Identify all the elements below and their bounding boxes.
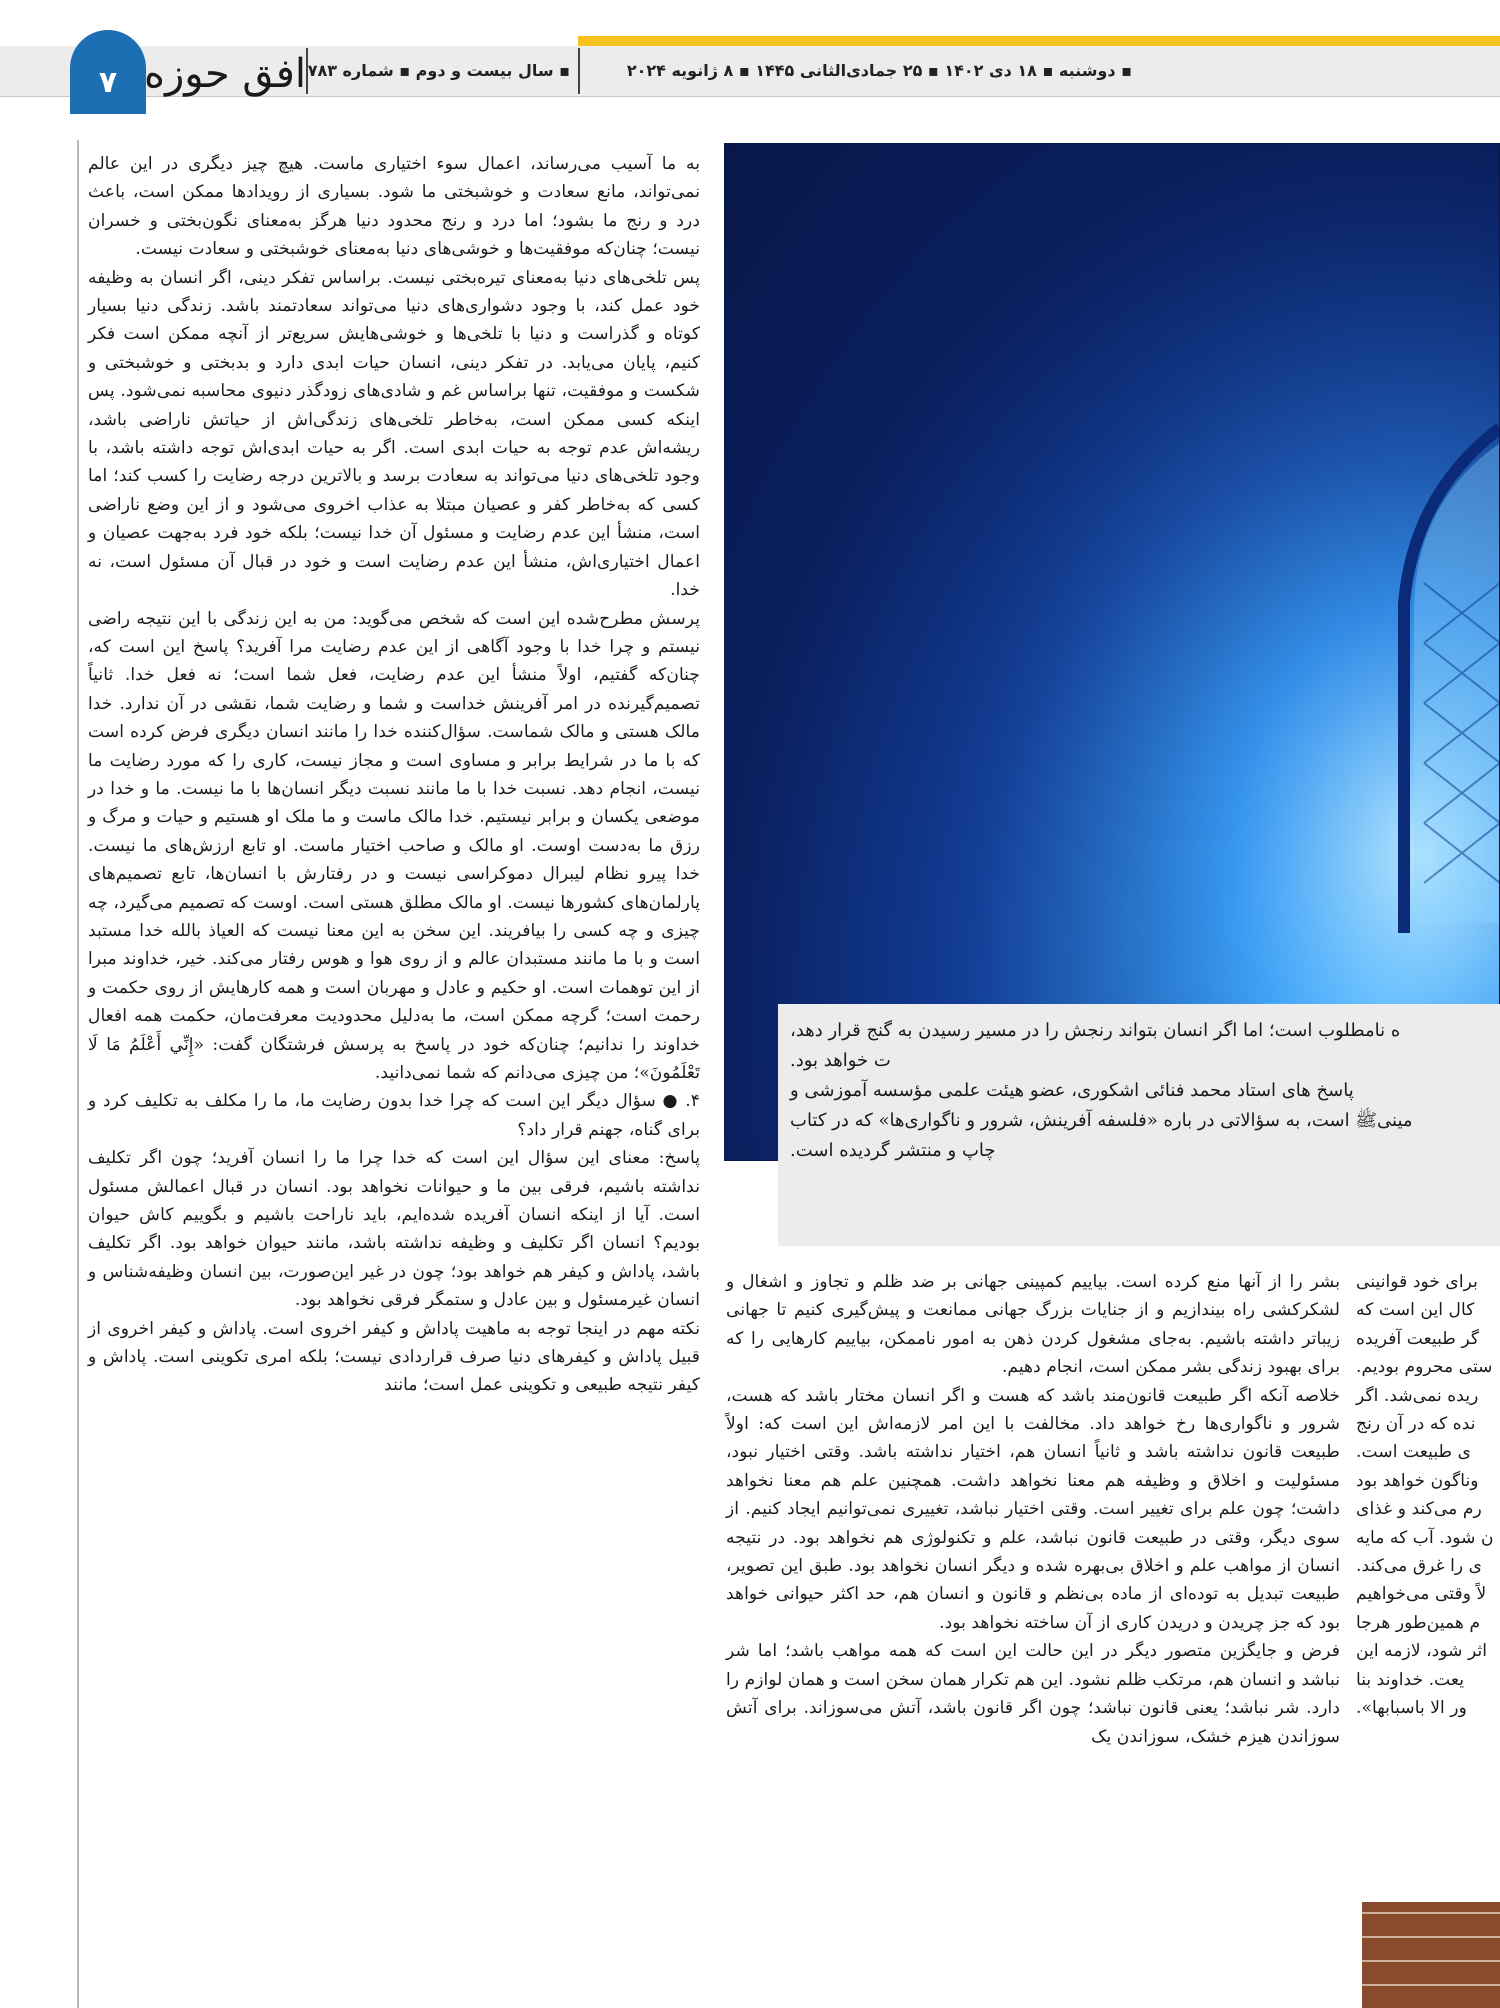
header-separator (578, 48, 580, 94)
page-number: ۷ (98, 65, 118, 100)
issue-info: ▪ سال بیست و دوم ▪ شماره ۷۸۳ (307, 61, 570, 80)
text-line: وناگون خواهد بود (1356, 1470, 1479, 1491)
text-line: ی طبیعت است. (1356, 1442, 1472, 1463)
text-line: اثر شود، لازمه این (1356, 1641, 1488, 1662)
text-line: ریده نمی‌شد. اگر (1356, 1385, 1479, 1406)
text-line: ی را غرق می‌کند. (1356, 1556, 1483, 1577)
paragraph: فرض و جایگزین متصور دیگر در این حالت این است که همه مواهب باشد؛ اما شر نباشد و انسان هم، مرتکب ظلم نشود. این هم تکرار همان سخن است و همان لوازم را دارد. شر نباشد؛ یعنی قانون نباشد؛ چون اگر قانون باشد، آتش می‌سوزاند. برای آتش سوزاندن هیزم خشک، سوزاندن یک (726, 1641, 1340, 1747)
text-line: ور الا باسبابها». (1356, 1698, 1467, 1719)
page-number-badge (70, 30, 146, 114)
paragraph: نکته مهم در اینجا توجه به ماهیت پاداش و کیفر اخروی است. پاداش و کیفر اخروی از قبیل پاداش و کیفرهای دنیا صرف قراردادی نیست؛ بلکه امری تکوینی است. پاداش و کیفر نتیجه طبیعی و تکوینی عمل است؛ مانند (88, 1318, 700, 1396)
text-line: نده که در آن رنج (1356, 1414, 1476, 1435)
brick-photo (1362, 1902, 1500, 2008)
text-line: برای خود قوانینی (1356, 1272, 1478, 1292)
text-line: کال این است که (1356, 1300, 1475, 1321)
header-accent-bar (578, 36, 1500, 46)
date-line: ▪ دوشنبه ▪ ۱۸ دی ۱۴۰۲ ▪ ۲۵ جمادی‌الثانی ۱۴۴۵ ▪ ۸ ژانویه ۲۰۲۴ (626, 61, 1132, 80)
paragraph: خلاصه آنکه اگر طبیعت قانون‌مند باشد که هست و اگر انسان مختار باشد که هست، شرور و ناگواری‌ها رخ خواهد داد. مخالفت با این امر لازمه‌اش این است که: اولاً طبیعت قانون نداشته باشد و ثانیاً انسان هم، اختیار نداشته باشد. وقتی اختیار نبود، مسئولیت و اخلاق و وظیفه هم معنا نخواهد داشت. همچنین علم هم معنا نخواهد داشت؛ چون علم برای تغییر است. وقتی اختیار نباشد، تغییری نمی‌توانیم ایجاد کنیم. از سوی دیگر، وقتی در طبیعت قانون نباشد، علم و تکنولوژی هم نخواهد بود. در نتیجه انسان از مواهب علم و اخلاق بی‌بهره شده و دیگر انسان نخواهد بود. طبق این تصویر، طبیعت تبدیل به توده‌ای از ماده بی‌نظم و قانون و انسان هم، حد اکثر حیوانی خواهد بود که جز چریدن و دریدن کاری از آن ساخته نخواهد بود. (726, 1385, 1340, 1633)
paragraph: پاسخ: معنای این سؤال این است که خدا چرا ما را انسان آفرید؛ چون اگر تکلیف نداشته باشیم، فرقی بین ما و حیوانات نخواهد بود. انسان در قبال اعمالش مسئول است. آیا از اینکه انسان آفریده شده‌ایم، باید ناراحت باشیم و بگوییم کاش حیوان بودیم؟ انسان اگر تکلیف و وظیفه نداشته باشد، مانند حیوان خواهد بود. اگر تکلیف باشد، پاداش و کیفر هم خواهد بود؛ چون در غیر این‌صورت، بین انسان وظیفه‌شناس و انسان غیرمسئول و بین عادل و ستمگر فرقی نخواهد بود. (88, 1148, 700, 1311)
article-right-column (1356, 1268, 1500, 1723)
paragraph: بشر را از آنها منع کرده است. بیاییم کمپینی جهانی بر ضد ظلم و تجاوز و اشغال و لشکرکشی راه بیندازیم و از جنایات بزرگ جهانی ممانعت و پیش‌گیری کنیم تا جهانی زیباتر داشته باشیم. به‌جای مشغول کردن ذهن به امور ناممکن، بیاییم کارهایی را که برای بهبود زندگی بشر ممکن است، انجام دهیم. (726, 1272, 1340, 1378)
text-line: ن شود. آب که مایه (1356, 1527, 1494, 1548)
question-heading: ۴. ● سؤال دیگر این است که چرا خدا بدون رضایت ما، ما را مکلف به تکلیف کرد و برای گناه، جهنم قرار داد؟ (88, 1091, 700, 1140)
publication-logo: افق حوزه (144, 51, 306, 97)
text-line: گر طبیعت آفریده (1356, 1328, 1480, 1349)
article-left-column (88, 150, 700, 1400)
text-line: لاً وقتی می‌خواهیم (1356, 1584, 1487, 1605)
text-line: ستی محروم بودیم. (1356, 1357, 1493, 1378)
text-line: رم می‌کند و غذای (1356, 1499, 1482, 1520)
column-rule (77, 140, 79, 2008)
article-middle-column (726, 1268, 1340, 1751)
text-line: یعت. خداوند بنا (1356, 1669, 1465, 1690)
paragraph: پس تلخی‌های دنیا به‌معنای تیره‌بختی نیست. براساس تفکر دینی، اگر انسان به وظیفه خود عمل کند، با وجود دشواری‌های دنیا می‌تواند سعادتمند باشد. زندگی دنیا بسیار کوتاه و گذراست و دنیا با تلخی‌ها و خوشی‌هایش سریع‌تر از آنچه ممکن است فکر کنیم، پایان می‌یابد. در تفکر دینی، انسان حیات ابدی دارد و بدبختی و خوشبختی و شکست و موفقیت، تنها براساس غم و شادی‌های زودگذر دنیوی محاسبه نمی‌شود. پس اینکه کسی ممکن است، به‌خاطر تلخی‌های زندگی‌اش از حیاتش ناراضی باشد، ریشه‌اش عدم توجه به حیات ابدی است. اگر به حیات ابدی‌اش توجه داشته باشد، با وجود تلخی‌های دنیا می‌تواند به سعادت برسد و بالاترین درجه رضایت را کسب کند؛ اما کسی که به‌خاطر کفر و عصیان مبتلا به عذاب اخروی می‌شود و از این وضع ناراضی است، منشأ این عدم رضایت و مسئول آن خدا نیست؛ بلکه خود فرد به‌جهت عصیان و اعمال اختیاری‌اش، منشأ این عدم رضایت است و خود در قبال آن مسئول است، نه خدا. (88, 267, 700, 601)
photo-caption: ه نامطلوب است؛ اما اگر انسان بتواند رنجش را در مسیر رسیدن به گنج قرار دهد، ت خواهد بود. پاسخ های استاد محمد فنائی اشکوری، عضو هیئت علمی مؤسسه آموزشی و مینی‌ﷺ است، به سؤالاتی در باره «فلسفه آفرینش، شرور و ناگواری‌ها» که در کتاب چاپ و منتشر گردیده است. (790, 1020, 1413, 1161)
text-line: م همین‌طور هرجا (1356, 1612, 1481, 1633)
paragraph: به ما آسیب می‌رساند، اعمال سوء اختیاری ماست. هیچ چیز دیگری در این عالم نمی‌تواند، مانع سعادت و خوشبختی ما شود. بسیاری از رویدادها ممکن است، باعث درد و رنج ما بشود؛ اما درد و رنج محدود دنیا هرگز به‌معنای نگون‌بختی و خسران نیست؛ چنان‌که موفقیت‌ها و خوشی‌های دنیا به‌معنای خوشبختی و سعادت نیست. (88, 154, 700, 260)
paragraph: پرسش مطرح‌شده این است که شخص می‌گوید: من به این زندگی با این نتیجه راضی نیستم و چرا خدا با وجود آگاهی از این عدم رضایت مرا آفرید؟ پاسخ این است که، چنان‌که گفتیم، اولاً منشأ این عدم رضایت، فعل شما است؛ نه فعل خدا. ثانیاً تصمیم‌گیرنده در امر آفرینش خداست و شما و رضایت شما، نقشی در آن ندارد. خدا مالک هستی و مالک شماست. سؤال‌کننده خدا را مانند انسان دیگری فرض کرده است که با ما در شرایط برابر و مساوی است و مجاز نیست، کاری را که مورد رضایت ما نیست، انجام دهد. نسبت خدا با ما مانند نسبت دیگر انسان‌ها با ما نیست. ما و خدا در موضعی یکسان و برابر نیستیم. خدا مالک ماست و ما ملک او هستیم و حیات و مرگ و رزق ما به‌دست اوست. او مالک و صاحب اختیار ماست. او تابع ارزش‌های ما نیست. خدا پیرو نظام لیبرال دموکراسی نیست و در رفتارش با انسان‌ها، تابع تصمیم‌های پارلمان‌های کشورها نیست. او مالک مطلق هستی است. اوست که تصمیم می‌گیرد، چه چیزی و چه کسی را بیافریند. این سخن به این معنا نیست که العیاذ بالله خدا مستبد است و با ما مانند مستبدان عالم و از روی هوا و هوس رفتار می‌کند. خیر، خداوند مبرا از این توهمات است. او حکیم و عادل و مهربان است و همه کارهایش از روی حکمت و رحمت است؛ گرچه ممکن است، ما به‌دلیل محدودیت معرفت‌مان، حکمت همه افعال خداوند را ندانیم؛ چنان‌که خود در پاسخ به پرسش فرشتگان گفت: «إِنِّي أَعْلَمُ مَا لَا تَعْلَمُونَ»؛ من چیزی می‌دانم که شما نمی‌دانید. (88, 608, 700, 1083)
